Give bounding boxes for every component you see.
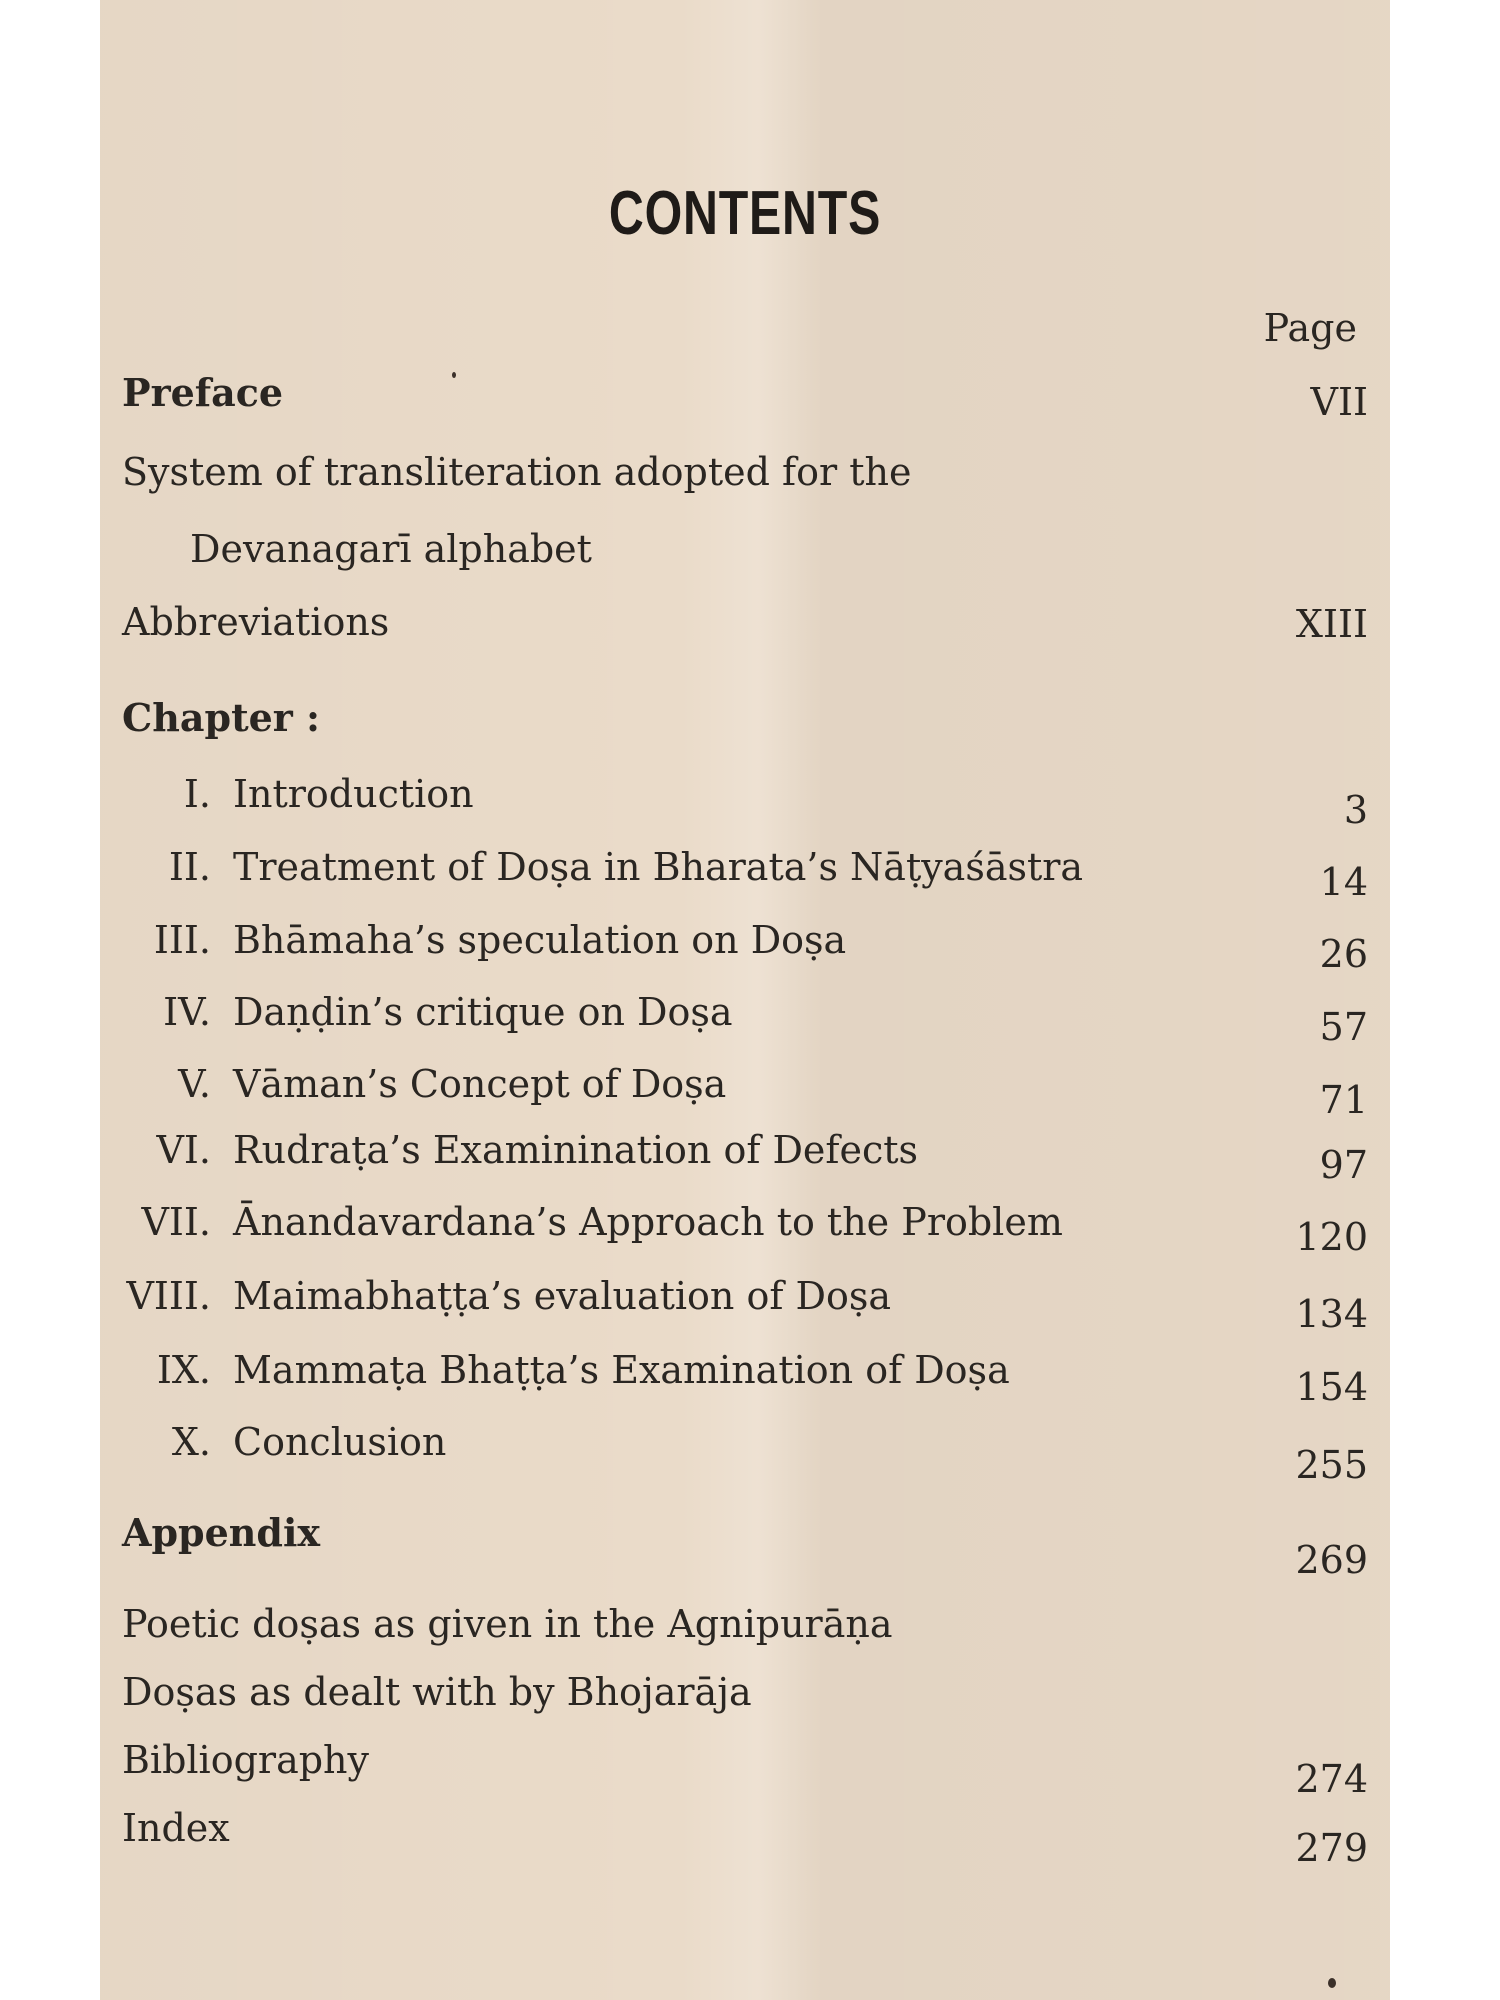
toc-page-bibliography: 274 [1295,1757,1368,1801]
chapter-title: Ānandavardana’s Approach to the Problem [233,1200,1063,1244]
chapter-page: 154 [1295,1365,1368,1409]
page-title: CONTENTS [608,179,882,248]
chapter-title: Bhāmaha’s speculation on Doṣa [233,918,847,962]
chapter-page: 3 [1343,788,1368,832]
chapter-title: Introduction [233,772,474,816]
toc-entry-index: Index [122,1806,230,1850]
chapter-number: III. [153,918,211,962]
chapter-number: IX. [156,1348,211,1392]
chapter-number: V. [178,1062,211,1106]
toc-entry-appendix: Appendix [122,1510,321,1555]
chapter-page: 134 [1295,1292,1368,1336]
chapter-title: Mammaṭa Bhaṭṭa’s Examination of Doṣa [233,1348,1010,1392]
chapter-number: X. [171,1420,211,1464]
toc-page-abbreviations: XIII [1295,602,1368,646]
chapter-page: 57 [1319,1005,1368,1049]
chapter-number: VII. [141,1200,211,1244]
chapter-title: Treatment of Doṣa in Bharata’s Nāṭyaśāstra [233,845,1084,889]
chapter-label: Chapter : [122,695,321,740]
toc-page-index: 279 [1295,1826,1368,1870]
chapter-number: VIII. [126,1274,211,1318]
toc-entry-transliteration: System of transliteration adopted for the [122,450,912,494]
chapter-number: II. [168,845,211,889]
chapter-page: 71 [1319,1078,1368,1122]
ink-speck [452,372,456,378]
chapter-page: 97 [1319,1143,1368,1187]
appendix-item: Poetic doṣas as given in the Agnipurāṇa [122,1602,893,1646]
chapter-number: IV. [163,990,211,1034]
chapter-title: Daṇḍin’s critique on Doṣa [233,990,733,1034]
toc-entry-preface: Preface [122,370,284,415]
toc-entry-abbreviations: Abbreviations [122,600,390,644]
chapter-page: 14 [1319,860,1368,904]
chapter-title: Rudraṭa’s Examinination of Defects [233,1128,919,1172]
page-column-label: Page [1263,306,1357,350]
chapter-number: VI. [156,1128,211,1172]
toc-entry-bibliography: Bibliography [122,1738,369,1782]
chapter-page: 255 [1295,1443,1368,1487]
toc-entry-transliteration-cont: Devanagarī alphabet [190,527,592,571]
chapter-page: 120 [1295,1215,1368,1259]
chapter-number: I. [183,772,211,816]
ink-speck [1328,1978,1336,1988]
toc-page-appendix: 269 [1295,1538,1368,1582]
book-page [100,0,1390,2000]
chapter-title: Conclusion [233,1420,447,1464]
chapter-title: Vāman’s Concept of Doṣa [233,1062,727,1106]
chapter-page: 26 [1319,932,1368,976]
chapter-title: Maimabhaṭṭa’s evaluation of Doṣa [233,1274,891,1318]
toc-page-preface: VII [1310,380,1368,424]
appendix-item: Doṣas as dealt with by Bhojarāja [122,1670,752,1714]
